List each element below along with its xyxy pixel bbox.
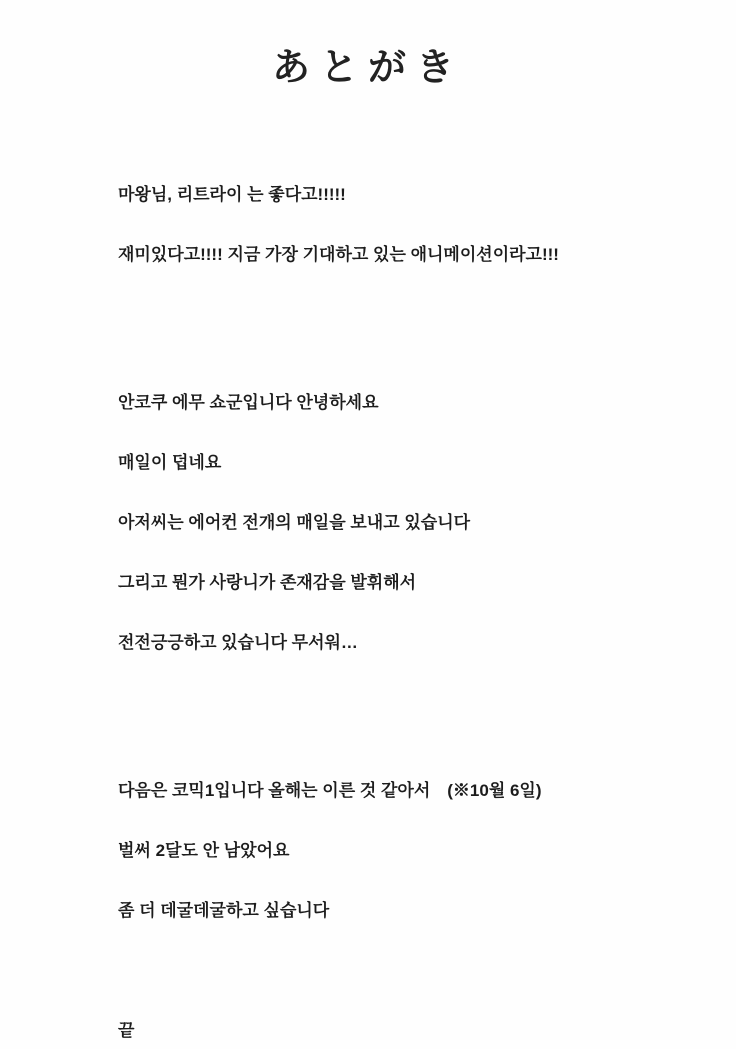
afterword-body bbox=[118, 105, 736, 1049]
afterword-line: 전전긍긍하고 있습니다 무서워… bbox=[118, 633, 358, 653]
afterword-line: 재미있다고!!!! 지금 가장 기대하고 있는 애니메이션이라고!!! bbox=[118, 245, 559, 265]
afterword-line: 좀 더 데굴데굴하고 싶습니다 bbox=[118, 901, 330, 921]
afterword-line: 매일이 덥네요 bbox=[118, 453, 222, 473]
afterword-paragraph bbox=[118, 145, 736, 305]
afterword-line: 안코쿠 에무 쇼군입니다 안녕하세요 bbox=[118, 393, 379, 413]
afterword-line: 마왕님, 리트라이 는 좋다고!!!!! bbox=[118, 185, 346, 205]
afterword-title: あとがき bbox=[271, 47, 464, 89]
afterword-paragraph bbox=[118, 741, 736, 961]
afterword-line: 그리고 뭔가 사랑니가 존재감을 발휘해서 bbox=[118, 573, 417, 593]
afterword-paragraph bbox=[118, 353, 736, 693]
afterword-line: 아저씨는 에어컨 전개의 매일을 보내고 있습니다 bbox=[118, 513, 471, 533]
closing-word: 끝 bbox=[118, 1021, 135, 1041]
afterword-line: 벌써 2달도 안 남았어요 bbox=[118, 841, 290, 861]
afterword-line: 다음은 코믹1입니다 올해는 이른 것 같아서 (※10월 6일) bbox=[118, 781, 542, 801]
